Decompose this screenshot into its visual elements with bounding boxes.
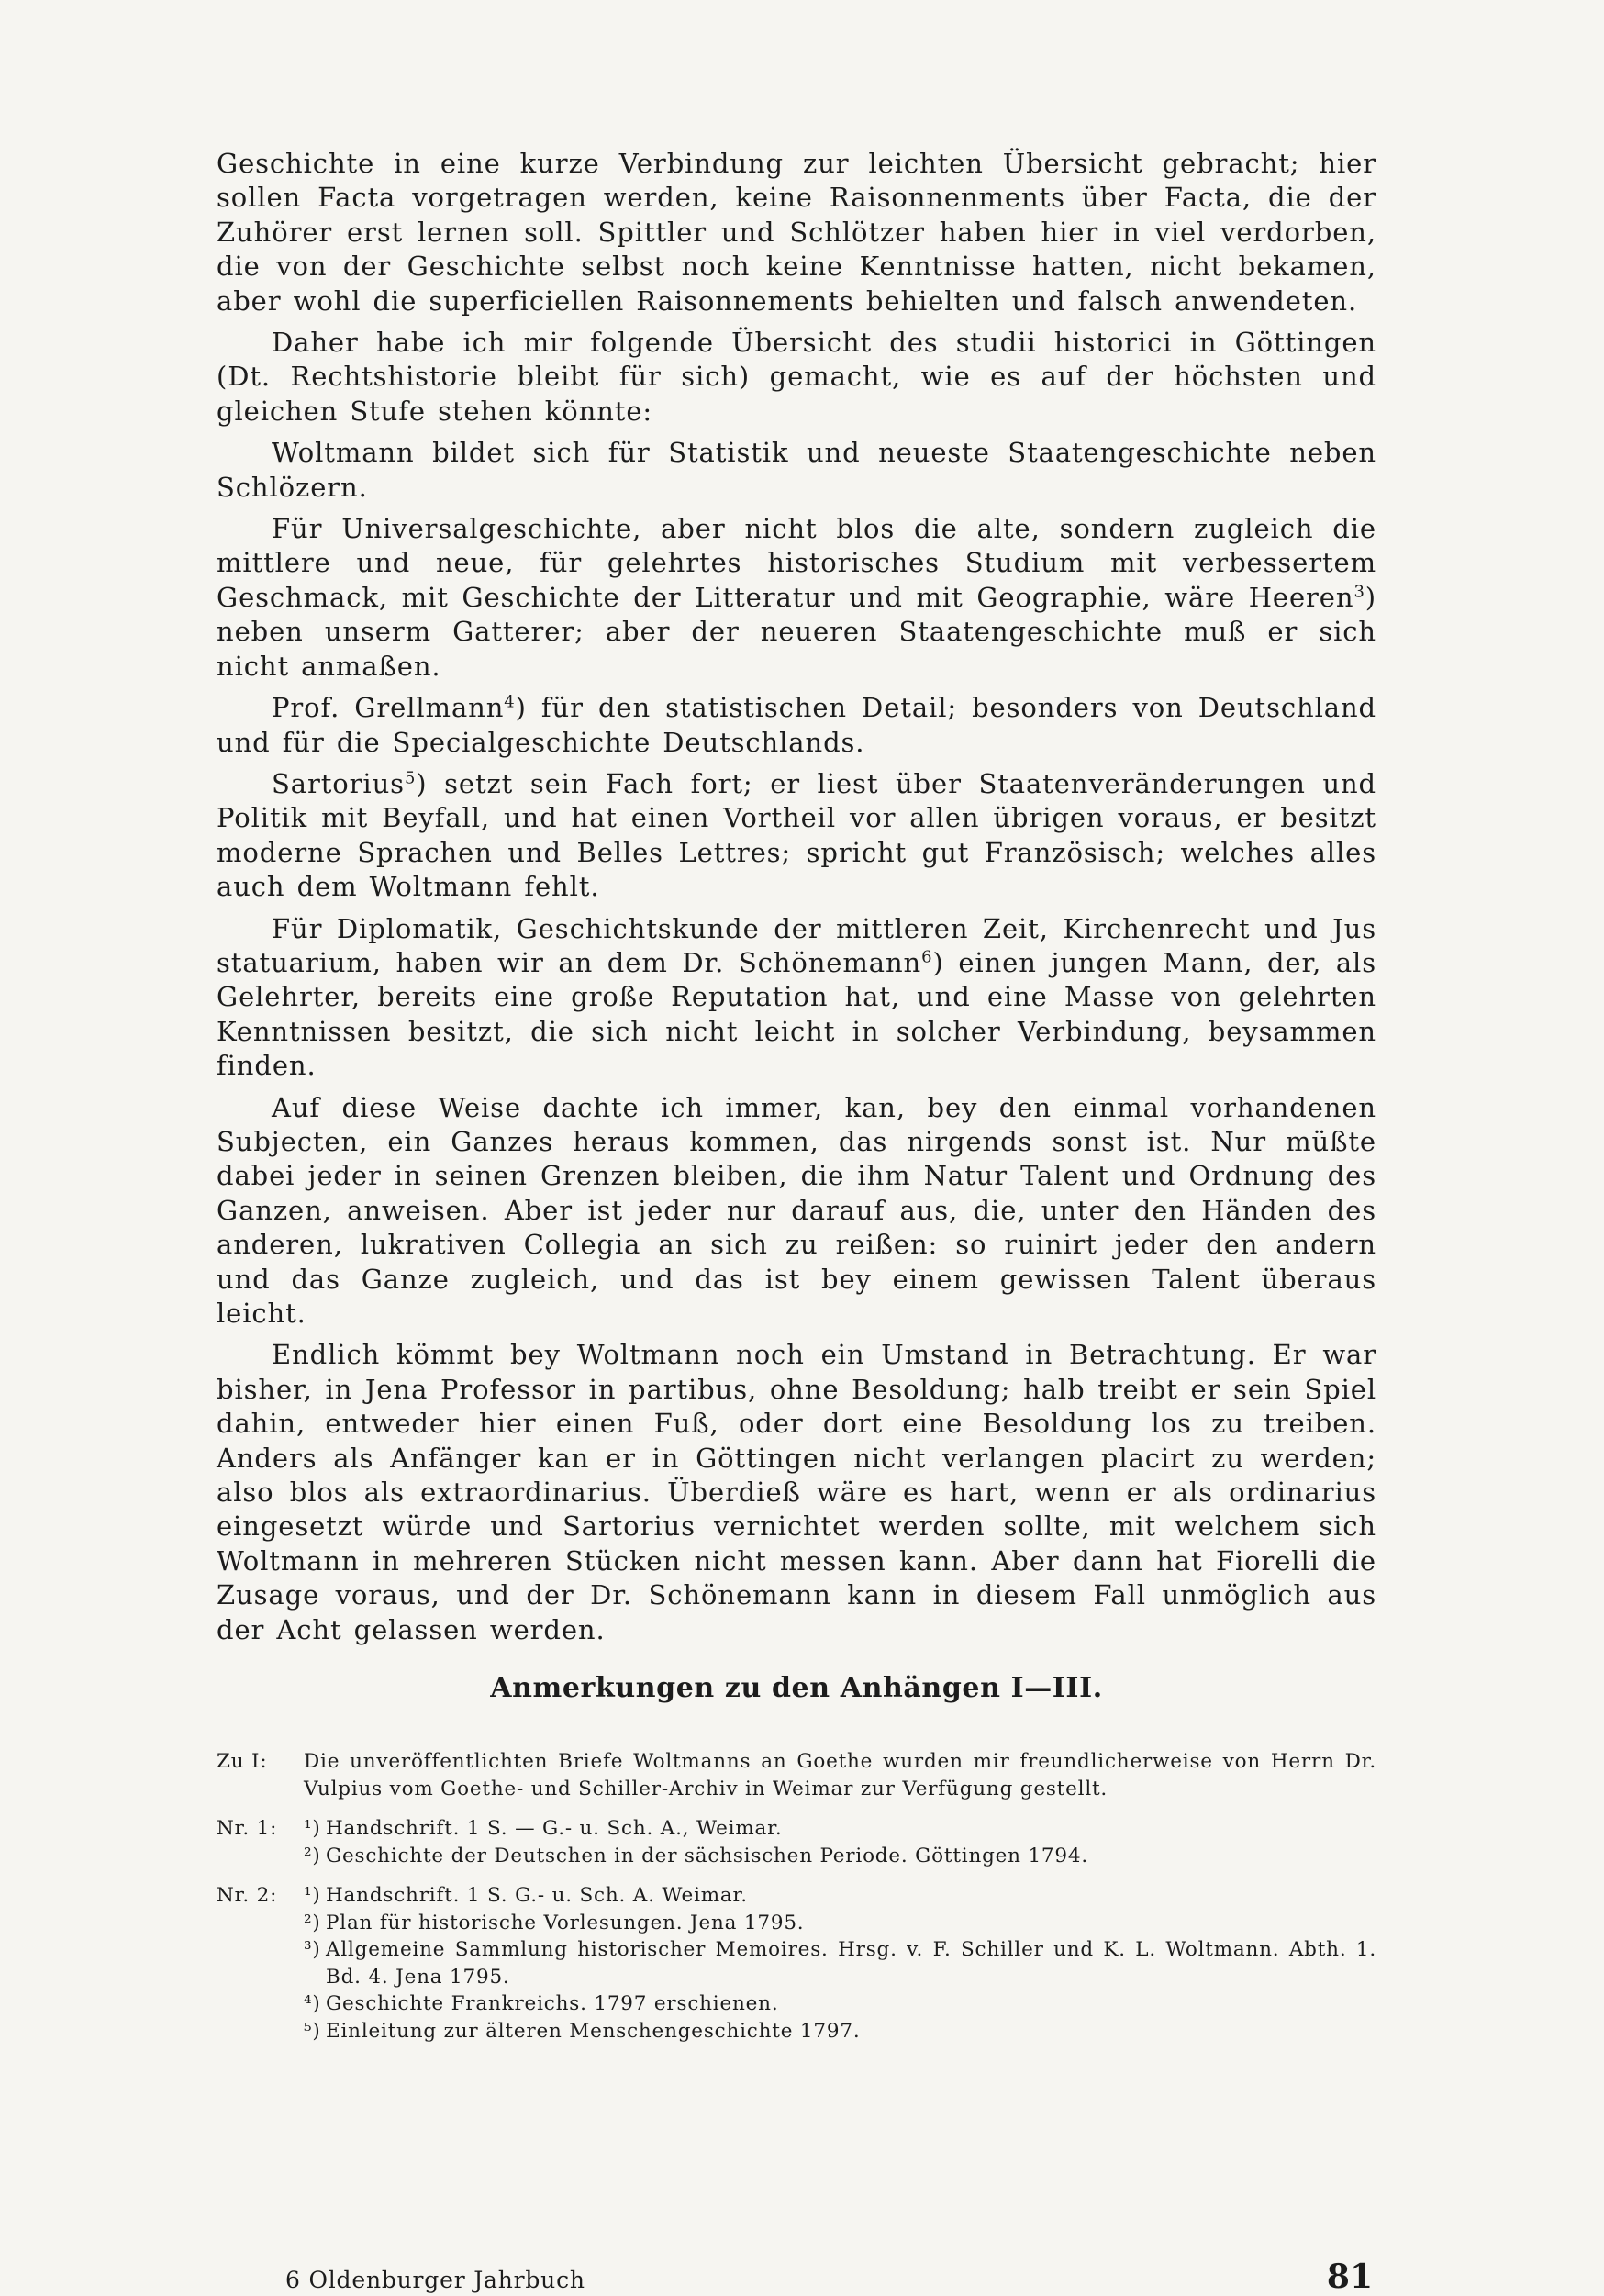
paragraph-4-part-b: ) neben unserm Gatterer; aber der neueren Staatengeschichte muß er sich nicht anmaßen.: [217, 581, 1376, 682]
note-text: Handschrift. 1 S. G.- u. Sch. A. Weimar.: [326, 1884, 748, 1907]
page: [217, 147, 1376, 2296]
note-group-body: [304, 1882, 1376, 2045]
footnote-ref-5: 5: [404, 768, 417, 788]
note-mark: ¹): [304, 1817, 321, 1840]
paragraph-8: Auf diese Weise dachte ich immer, kan, bey den einmal vorhandenen Subjecten, ein Ganzes heraus kommen, das nirgends sonst ist. Nur müßte dabei jeder in seinen Grenzen bleiben, die ihm Natur Talent und Ordnung des Ganzen, anweisen. Aber ist jeder nur darauf aus, die, unter den Händen des anderen, lukrativen Collegia an sich zu reißen: so ruinirt jeder den andern und das Ganze zugleich, und das ist bey einem gewissen Talent überaus leicht.: [217, 1091, 1376, 1329]
note-mark: ¹): [304, 1884, 321, 1907]
note-item: [304, 1882, 1376, 1910]
paragraph-6-part-b: ) setzt sein Fach fort; er liest über Staatenveränderungen und Politik mit Beyfall, und hat einen Vortheil vor allen übrigen voraus, er besitzt moderne Sprachen und Belles Lettres; spricht gut Französisch; welches alles auch dem Woltmann fehlt.: [217, 767, 1376, 903]
note-mark: ⁴): [304, 1992, 321, 2015]
page-number: 81: [1326, 2257, 1373, 2296]
note-text: Geschichte Frankreichs. 1797 erschienen.: [326, 1992, 779, 2015]
note-text: Plan für historische Vorlesungen. Jena 1795.: [326, 1911, 805, 1934]
note-group: [217, 1815, 1376, 1869]
paragraph-7-part-a: Für Diplomatik, Geschichtskunde der mittleren Zeit, Kirchenrecht und Jus statuarium, haben wir an dem Dr. Schönemann: [217, 912, 1376, 978]
footnote-ref-4: 4: [504, 692, 516, 712]
note-item: [304, 1815, 1376, 1843]
note-text: Handschrift. 1 S. — G.- u. Sch. A., Weimar.: [326, 1817, 783, 1840]
note-mark: ³): [304, 1938, 321, 1961]
paragraph-5-part-b: ) für den statistischen Detail; besonders von Deutschland und für die Specialgeschichte Deutschlands.: [217, 692, 1376, 758]
note-item: [304, 2018, 1376, 2045]
note-group-body: [304, 1815, 1376, 1869]
paragraph-5: [217, 691, 1376, 760]
footer-journal-title: 6 Oldenburger Jahrbuch: [285, 2267, 585, 2293]
paragraph-9: Endlich kömmt bey Woltmann noch ein Umstand in Betrachtung. Er war bisher, in Jena Professor in partibus, ohne Besoldung; halb treibt er sein Spiel dahin, entweder hier einen Fuß, oder dort eine Besoldung los zu treiben. Anders als Anfänger kan er in Göttingen nicht verlangen placirt zu werden; also blos als extraordinarius. Überdieß wäre es hart, wenn er als ordinarius eingesetzt würde und Sartorius vernichtet werden sollte, mit welchem sich Woltmann in mehreren Stücken nicht messen kann. Aber dann hat Fiorelli die Zusage voraus, und der Dr. Schönemann kann in diesem Fall unmöglich aus der Acht gelassen werden.: [217, 1339, 1376, 1645]
note-group-body: [304, 1748, 1376, 1802]
paragraph-4-part-a: Für Universalgeschichte, aber nicht blos die alte, sondern zugleich die mittlere und neue, für gelehrtes historisches Studium mit verbessertem Geschmack, mit Geschichte der Litteratur und mit Geographie, wäre Heeren: [217, 513, 1376, 613]
note-mark: ²): [304, 1844, 321, 1867]
note-item: [304, 1910, 1376, 1937]
note-mark: ⁵): [304, 2019, 321, 2043]
footnote-ref-3: 3: [1353, 582, 1365, 602]
note-group: [217, 1882, 1376, 2045]
paragraph-5-part-a: Prof. Grellmann: [272, 692, 505, 724]
note-text: Allgemeine Sammlung historischer Memoires. Hrsg. v. F. Schiller und K. L. Woltmann. Abth. 1. Bd. 4. Jena 1795.: [326, 1938, 1376, 1989]
note-group-label: Zu I:: [217, 1750, 268, 1773]
note-item: [304, 1843, 1376, 1870]
note-item: [304, 1936, 1376, 1990]
notes-heading: Anmerkungen zu den Anhängen I—III.: [490, 1672, 1103, 1704]
notes-section: [217, 1748, 1376, 2057]
note-item: [304, 1748, 1376, 1802]
note-group: [217, 1748, 1376, 1802]
paragraph-6: [217, 767, 1376, 905]
note-text: Einleitung zur älteren Menschengeschichte 1797.: [326, 2019, 861, 2043]
footnote-ref-6: 6: [921, 947, 933, 967]
note-group-label: Nr. 2:: [217, 1884, 278, 1907]
note-text: Die unveröffentlichten Briefe Woltmanns an Goethe wurden mir freundlicherweise von Herrn Dr. Vulpius vom Goethe- und Schiller-Archiv in Weimar zur Verfügung gestellt.: [304, 1750, 1376, 1800]
paragraph-2: Daher habe ich mir folgende Übersicht des studii historici in Göttingen (Dt. Rechtshistorie bleibt für sich) gemacht, wie es auf der höchsten und gleichen Stufe stehen könnte:: [217, 327, 1376, 427]
paragraph-7-part-b: ) einen jungen Mann, der, als Gelehrter, bereits eine große Reputation hat, und eine Masse von gelehrten Kenntnissen besitzt, die sich nicht leicht in solcher Verbindung, beysammen finden.: [217, 946, 1376, 1082]
paragraph-1: Geschichte in eine kurze Verbindung zur leichten Übersicht gebracht; hier sollen Facta vorgetragen werden, keine Raisonnenments über Facta, die der Zuhörer erst lernen soll. Spittler und Schlötzer haben hier in viel verdorben, die von der Geschichte selbst noch keine Kenntnisse hatten, nicht bekamen, aber wohl die superficiellen Raisonnements behielten und falsch anwendeten.: [217, 148, 1376, 317]
paragraph-7: [217, 912, 1376, 1084]
paragraph-3: Woltmann bildet sich für Statistik und neueste Staatengeschichte neben Schlözern.: [217, 437, 1376, 503]
paragraph-4: [217, 512, 1376, 684]
note-mark: ²): [304, 1911, 321, 1934]
page-footer: [217, 2257, 1376, 2296]
main-text: [217, 147, 1376, 1647]
note-group-label: Nr. 1:: [217, 1817, 278, 1840]
note-text: Geschichte der Deutschen in der sächsischen Periode. Göttingen 1794.: [326, 1844, 1089, 1867]
paragraph-6-part-a: Sartorius: [272, 767, 405, 799]
note-item: [304, 1990, 1376, 2018]
